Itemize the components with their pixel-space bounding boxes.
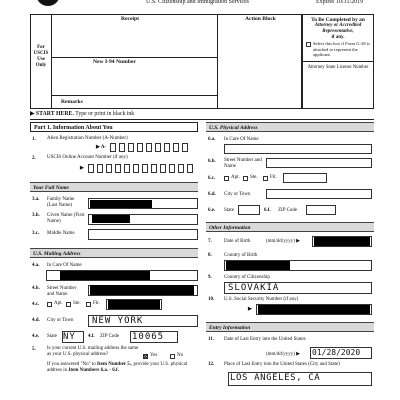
item-4d-number: 4.d.: [32, 318, 40, 323]
mailing-apt-checkbox[interactable]: [47, 302, 52, 307]
item-6c-number: 6.c.: [208, 176, 216, 181]
physical-unit-input[interactable]: [283, 173, 327, 183]
physical-city-input[interactable]: [266, 189, 372, 199]
same-address-yes-checkbox[interactable]: [143, 354, 148, 359]
uscis-account-input[interactable]: [88, 164, 198, 173]
item-6f-number: 6.f.: [264, 208, 271, 213]
item-8-number: 8.: [208, 253, 212, 258]
physical-city-label: City or Town: [224, 192, 251, 197]
physical-zip-input[interactable]: [306, 205, 336, 215]
item-4b-number: 4.b.: [32, 286, 40, 291]
office-use-block: [30, 14, 302, 109]
dob-label: Date of Birth: [224, 239, 251, 244]
entry-place-label: Place of Last Entry into the United States (City and State): [224, 362, 340, 367]
item-12-number: 12.: [208, 362, 215, 367]
uscis-seal: [36, 0, 60, 6]
a-number-label: Alien Registration Number (A-Number): [47, 136, 128, 141]
item-6a-number: 6.a.: [208, 137, 216, 142]
start-here: ▶ START HERE. Type or print in black ink: [30, 111, 135, 117]
header: [0, 0, 400, 10]
physical-flr-checkbox[interactable]: [263, 176, 268, 181]
mailing-ste-label: Ste.: [73, 301, 81, 306]
mailing-flr-label: Flr.: [93, 301, 100, 306]
new-i94-label: New I-94 Number: [93, 59, 136, 65]
attorney-license-label: Attorney State License Number: [307, 65, 369, 70]
family-name-redaction: [90, 200, 152, 208]
item-1-number: 1.: [32, 137, 36, 142]
a-number-input[interactable]: [110, 143, 196, 152]
item-4e-number: 4.e.: [32, 334, 40, 339]
middle-name-label: Middle Name: [47, 231, 75, 236]
attorney-block: [302, 14, 374, 109]
attorney-subtitle: Attorney or Accredited Representative,: [314, 23, 362, 34]
given-name-label: Given Name (First Name): [47, 213, 85, 224]
item-10-number: 10.: [208, 297, 215, 302]
physical-care-of-input[interactable]: [224, 144, 372, 154]
cob-redaction: [226, 261, 290, 270]
full-name-header: Your Full Name: [30, 182, 198, 192]
cob-label: Country of Birth: [224, 253, 258, 258]
mailing-unit-redaction: [108, 300, 160, 309]
family-name-label: Family Name (Last Name): [47, 197, 75, 208]
physical-care-of-label: In Care Of Name: [224, 137, 259, 142]
item-3c-number: 3.c.: [32, 231, 40, 236]
item-6d-number: 6.d.: [208, 192, 216, 197]
mailing-apt-label: Apt.: [54, 301, 63, 306]
physical-street-input[interactable]: [266, 158, 372, 168]
if-no-instruction: If you answered "No" to Item Number 5., provide your U.S. physical address in Item Numbers 6.a. - 6.f.: [47, 362, 188, 373]
item-6e-number: 6.e.: [208, 208, 216, 213]
same-address-yes-label: Yes: [150, 353, 158, 358]
mailing-zip-label: ZIP Code: [100, 334, 120, 339]
entry-date-format: (mm/dd/yyyy) ▶: [266, 352, 300, 357]
physical-apt-label: Apt.: [231, 175, 240, 180]
citizenship-label: Country of Citizenship: [224, 275, 270, 280]
dob-format: (mm/dd/yyyy) ▶: [266, 239, 300, 244]
mailing-street-redaction: [90, 285, 194, 295]
item-6b-number: 6.b.: [208, 159, 216, 164]
entry-date-value: 01/28/2020: [312, 348, 361, 357]
physical-street-label: Street Number and Name: [224, 158, 262, 169]
physical-address-header: U.S. Physical Address: [206, 122, 374, 132]
uscis-account-label: USCIS Online Account Number (if any): [47, 155, 128, 160]
same-address-no-label: No: [177, 353, 184, 358]
expires-date: Expires 10/31/2019: [316, 0, 364, 5]
entry-date-label: Date of Last Entry into the United States: [224, 337, 306, 342]
for-uscis-use-only: For USCIS Use Only: [33, 45, 49, 68]
item-4c-number: 4.c.: [32, 302, 40, 307]
entry-info-header: Entry Information: [206, 322, 374, 332]
physical-apt-checkbox[interactable]: [224, 176, 229, 181]
a-number-prefix: ▶ A-: [96, 145, 107, 150]
mailing-address-header: U.S. Mailing Address: [30, 248, 198, 258]
item-7-number: 7.: [208, 239, 212, 244]
item-4f-number: 4.f.: [88, 334, 95, 339]
action-block-label: Action Block: [245, 16, 276, 22]
mailing-ste-checkbox[interactable]: [66, 302, 71, 307]
item-5-number: 5.: [32, 347, 36, 352]
mailing-state-label: State: [47, 334, 57, 339]
item-4a-number: 4.a.: [32, 263, 40, 268]
mailing-state-value: NY: [63, 332, 76, 342]
item-9-number: 9.: [208, 275, 212, 280]
same-address-no-checkbox[interactable]: [170, 354, 175, 359]
g28-checkbox-text: Select this box if Form G-28 is attached to represent the applicant.: [313, 41, 370, 57]
physical-state-input[interactable]: [238, 205, 260, 215]
ssn-redaction: [258, 305, 370, 314]
mailing-street-label: Street Number and Name: [47, 286, 77, 297]
ssn-label: U.S. Social Security Number (if any): [224, 297, 299, 302]
item-3a-number: 3.a.: [32, 197, 40, 202]
item-2-number: 2.: [32, 156, 36, 161]
dob-redaction: [314, 237, 370, 246]
mailing-care-of-label: In Care Of Name: [47, 263, 82, 268]
physical-ste-checkbox[interactable]: [243, 176, 248, 181]
ssn-prefix: ▶: [248, 307, 252, 312]
receipt-label: Receipt: [121, 16, 140, 22]
attorney-title: To Be Completed by an: [311, 17, 365, 23]
uscis-account-prefix: ▶: [80, 166, 84, 171]
item-11-number: 11.: [208, 337, 214, 342]
agency-name: U.S. Citizenship and Immigration Services: [146, 0, 249, 5]
mailing-care-of-redaction: [60, 271, 150, 280]
item-3b-number: 3.b.: [32, 213, 40, 218]
physical-ste-label: Ste.: [250, 175, 258, 180]
citizenship-value: SLOVAKIA: [228, 283, 280, 293]
middle-name-input[interactable]: [88, 229, 198, 240]
entry-place-value: LOS ANGELES, CA: [230, 373, 321, 383]
g28-checkbox[interactable]: [306, 42, 311, 47]
same-address-label: Is your current U.S. mailing address the same as your U.S. physical address?: [47, 346, 139, 357]
physical-flr-label: Flr.: [270, 175, 277, 180]
mailing-flr-checkbox[interactable]: [86, 302, 91, 307]
mailing-city-label: City or Town: [47, 318, 74, 323]
mailing-city-value: NEW YORK: [92, 316, 144, 326]
physical-state-label: State: [224, 208, 234, 213]
other-info-header: Other Information: [206, 222, 374, 232]
given-name-redaction: [92, 215, 130, 223]
mailing-zip-value: 10065: [132, 332, 165, 342]
part1-header: Part 1. Information About You: [30, 122, 198, 132]
physical-zip-label: ZIP Code: [278, 208, 298, 213]
remarks-label: Remarks: [61, 99, 83, 105]
attorney-if-any: if any.: [331, 35, 345, 40]
